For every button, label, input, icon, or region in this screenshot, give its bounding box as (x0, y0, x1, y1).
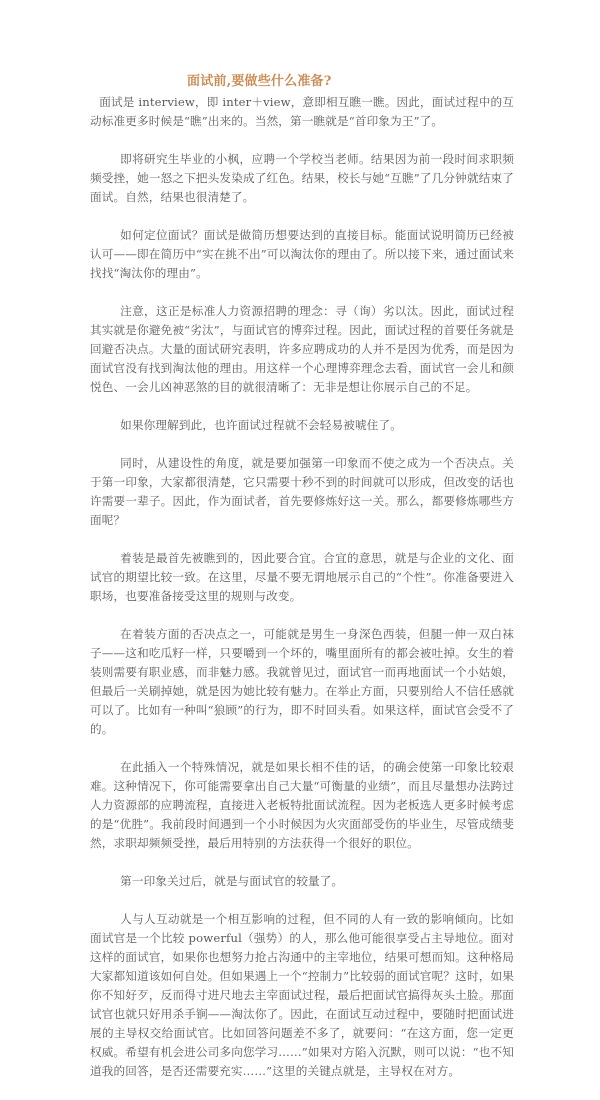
paragraph-first-impression: 同时，从建设性的角度，就是要加强第一印象而不使之成为一个否决点。关于第一印象，大家都很清楚，它只需要十秒不到的时间就可以形成，但改变的话也许需要一辈子。因此，作为面试者，首先要修炼好这一关。那么，都要修炼哪些方面呢？ (90, 456, 514, 527)
paragraph-position-interview: 如何定位面试？面试是做简历想要达到的直接目标。能面试说明简历已经被认可——即在简历中“实在挑不出”可以淘汰你的理由了。所以接下来，通过面试来找找“淘汰你的理由”。 (90, 228, 514, 280)
paragraph-understanding: 如果你理解到此，也许面试过程就不会轻易被唬住了。 (120, 418, 403, 432)
paragraph-interaction: 人与人互动就是一个相互影响的过程，但不同的人有一致的影响倾向。比如面试官是一个比较 powerful（强势）的人，那么他可能很享受占主导地位。面对这样的面试官，如果你也想努力抢占沟通中的主宰地位，结果可想而知。这种格局大家都知道该如何自处。但如果遇上一个“控制力”比较弱的面试官呢？这时，如果你不知好歹，反而得寸进尺地去主宰面试过程，最后把面试官搞得灰头土脸。那面试官也就只好用杀手锏——淘汰你了。因此，在面试互动过程中，要随时把面试进展的主导权交给面试官。比如回答问题差不多了，就要问：“在这方面，您一定更权威。希望有机会进公司多向您学习……”如果对方陷入沉默，则可以说：“也不知道我的回答，是否还需要充实……”这里的关键点就是，主导权在对方。 (90, 912, 514, 1078)
paragraph-attire-veto: 在着装方面的否决点之一，可能就是男生一身深色西装，但腿一伸一双白袜子——这和吃瓜籽一样，只要嚼到一个坏的，嘴里面所有的都会被吐掉。女生的着装则需要有职业感，而非魅力感。我就曾见过，面试官一而再地面试一个小姑娘，但最后一关刷掉她，就是因为她比较有魅力。在举止方面，只要别给人不信任感就可以了。比如有一种叫“狼顾”的行为，即不时回头看。如果这样，面试官会受不了的。 (90, 627, 514, 736)
paragraph-special-case: 在此插入一个特殊情况，就是如果长相不佳的话，的确会使第一印象比较艰难。这种情况下，你可能需要拿出自己大量“可衡量的业绩”，而且尽量想办法跨过人力资源部的应聘流程，直接进入老板特批面试流程。因为老板选人更多时候考虑的是“优胜”。我前段时间遇到一个小时候因为火灾面部受伤的毕业生，尽管成绩斐然，求职却频频受挫，最后用特别的方法获得一个很好的职位。 (90, 760, 514, 850)
paragraph-hr-philosophy: 注意，这正是标准人力资源招聘的理念：寻（询）劣以汰。因此，面试过程其实就是你避免被“劣汰”，与面试官的博弈过程。因此，面试过程的首要任务就是回避否决点。大量的面试研究表明，许多应聘成功的人并不是因为优秀，而是因为面试官没有找到淘汰他的理由。用这样一个心理博弈理念去看，面试官一会儿和颜悦色、一会儿凶神恶煞的目的就很清晰了：无非是想让你展示自己的不足。 (90, 304, 514, 394)
paragraph-contest: 第一印象关过后，就是与面试官的较量了。 (120, 874, 344, 888)
paragraph-intro: 面试是 interview，即 inter＋view，意即相互瞧一瞧。因此，面试过程中的互动标准更多时候是“瞧”出来的。当然，第一瞧就是“首印象为王”了。 (90, 95, 514, 128)
document-title: 面试前,要做些什么准备? (187, 74, 332, 89)
paragraph-attire: 着装是最首先被瞧到的，因此要合宜。合宜的意思，就是与企业的文化、面试官的期望比较一致。在这里，尽量不要无谓地展示自己的“个性”。你准备要进入职场，也要准备接受这里的规则与改变。 (90, 551, 514, 603)
document-page (90, 72, 514, 1100)
paragraph-xiaofeng-story: 即将研究生毕业的小枫，应聘一个学校当老师。结果因为前一段时间求职频频受挫，她一怒之下把头发染成了红色。结果，校长与她“互瞧”了几分钟就结束了面试。自然，结果也很清楚了。 (90, 152, 514, 204)
